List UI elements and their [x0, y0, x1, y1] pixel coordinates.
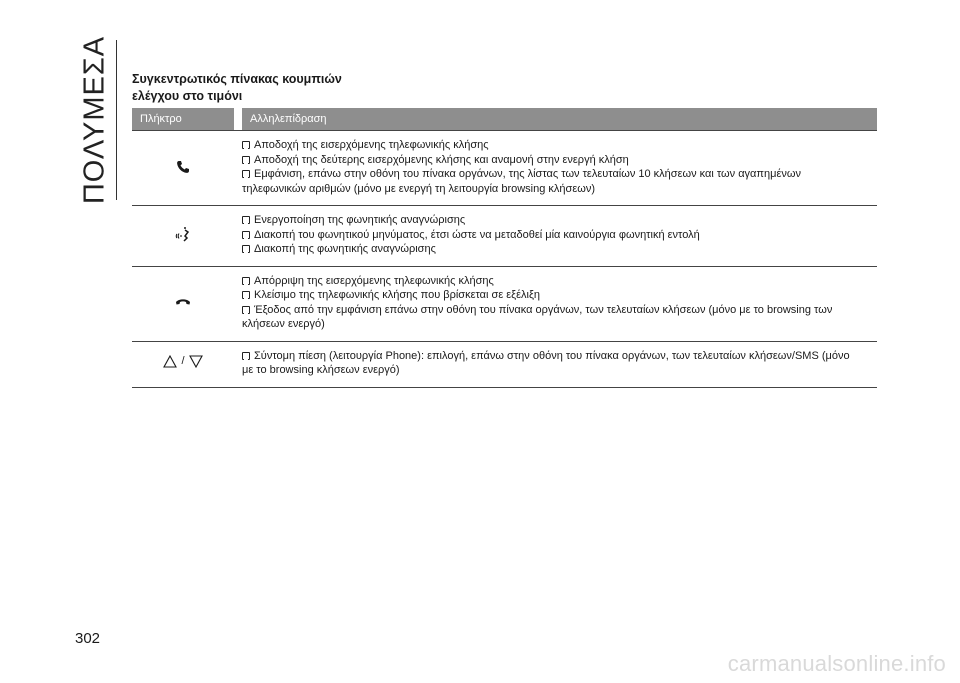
header-key: Πλήκτρο [132, 108, 234, 131]
key-cell [132, 131, 234, 206]
bullet-icon [242, 245, 250, 253]
phone-hangup-icon [175, 297, 191, 307]
section-divider [116, 40, 117, 200]
up-arrow-icon [163, 355, 177, 368]
table-row [132, 341, 877, 387]
action-line: Αποδοχή της εισερχόμενης τηλεφωνικής κλήσης [242, 138, 877, 153]
action-line: Διακοπή του φωνητικού μηνύματος, έτσι ώστε να μεταδοθεί μία καινούργια φωνητική εντολή [242, 228, 877, 243]
bullet-icon [242, 216, 250, 224]
bullet-icon [242, 291, 250, 299]
action-cell [242, 266, 877, 341]
key-cell [132, 266, 234, 341]
watermark: carmanualsonline.info [727, 651, 946, 676]
table-row [132, 266, 877, 341]
table-header-row [132, 108, 877, 131]
table-heading [132, 71, 342, 105]
table-row [132, 131, 877, 206]
bullet-icon [242, 231, 250, 239]
bullet-icon [242, 141, 250, 149]
action-line-continued: τηλεφωνικών αριθμών (μόνο με ενεργή τη λειτουργία browsing κλήσεων) [242, 182, 595, 195]
arrow-separator: / [181, 354, 185, 367]
action-line: Εμφάνιση, επάνω στην οθόνη του πίνακα οργάνων, της λίστας των τελευταίων 10 κλήσεων και των αγαπημένων [242, 167, 877, 182]
phone-accept-icon [176, 160, 190, 174]
action-line: Ενεργοποίηση της φωνητικής αναγνώρισης [242, 213, 877, 228]
section-title: ΠΟΛΥΜΕΣΑ [78, 35, 111, 205]
down-arrow-icon [189, 355, 203, 368]
action-line: Σύντομη πίεση (λειτουργία Phone): επιλογή, επάνω στην οθόνη του πίνακα οργάνων, των τελευταίων κλήσεων/SMS (μόνο [242, 349, 877, 364]
page-number: 302 [75, 630, 101, 647]
up-down-arrows-icon [163, 354, 202, 369]
key-cell [132, 341, 234, 387]
heading-line-1: Συγκεντρωτικός πίνακας κουμπιών [132, 72, 342, 86]
action-line-continued: με το browsing κλήσεων ενεργό) [242, 364, 400, 376]
action-line-continued: κλήσεων ενεργό) [242, 318, 325, 330]
bullet-icon [242, 277, 250, 285]
action-cell [242, 131, 877, 206]
bullet-icon [242, 352, 250, 360]
action-line: Διακοπή της φωνητικής αναγνώρισης [242, 242, 877, 257]
bullet-icon [242, 156, 250, 164]
action-cell [242, 341, 877, 387]
key-cell [132, 206, 234, 267]
bullet-icon [242, 306, 250, 314]
action-line: Αποδοχή της δεύτερης εισερχόμενης κλήσης και αναμονή στην ενεργή κλήση [242, 153, 877, 168]
controls-table [132, 108, 877, 388]
bullet-icon [242, 170, 250, 178]
header-action: Αλληλεπίδραση [242, 108, 877, 131]
voice-recognition-icon [175, 227, 191, 243]
heading-line-2: ελέγχου στο τιμόνι [132, 89, 243, 103]
action-line: Έξοδος από την εμφάνιση επάνω στην οθόνη του πίνακα οργάνων, των τελευταίων κλήσεων (μόνο με το browsing των [242, 303, 877, 318]
table-row [132, 206, 877, 267]
action-line: Απόρριψη της εισερχόμενης τηλεφωνικής κλήσης [242, 274, 877, 289]
action-line: Κλείσιμο της τηλεφωνικής κλήσης που βρίσκεται σε εξέλιξη [242, 288, 877, 303]
action-cell [242, 206, 877, 267]
header-gap [234, 108, 242, 131]
